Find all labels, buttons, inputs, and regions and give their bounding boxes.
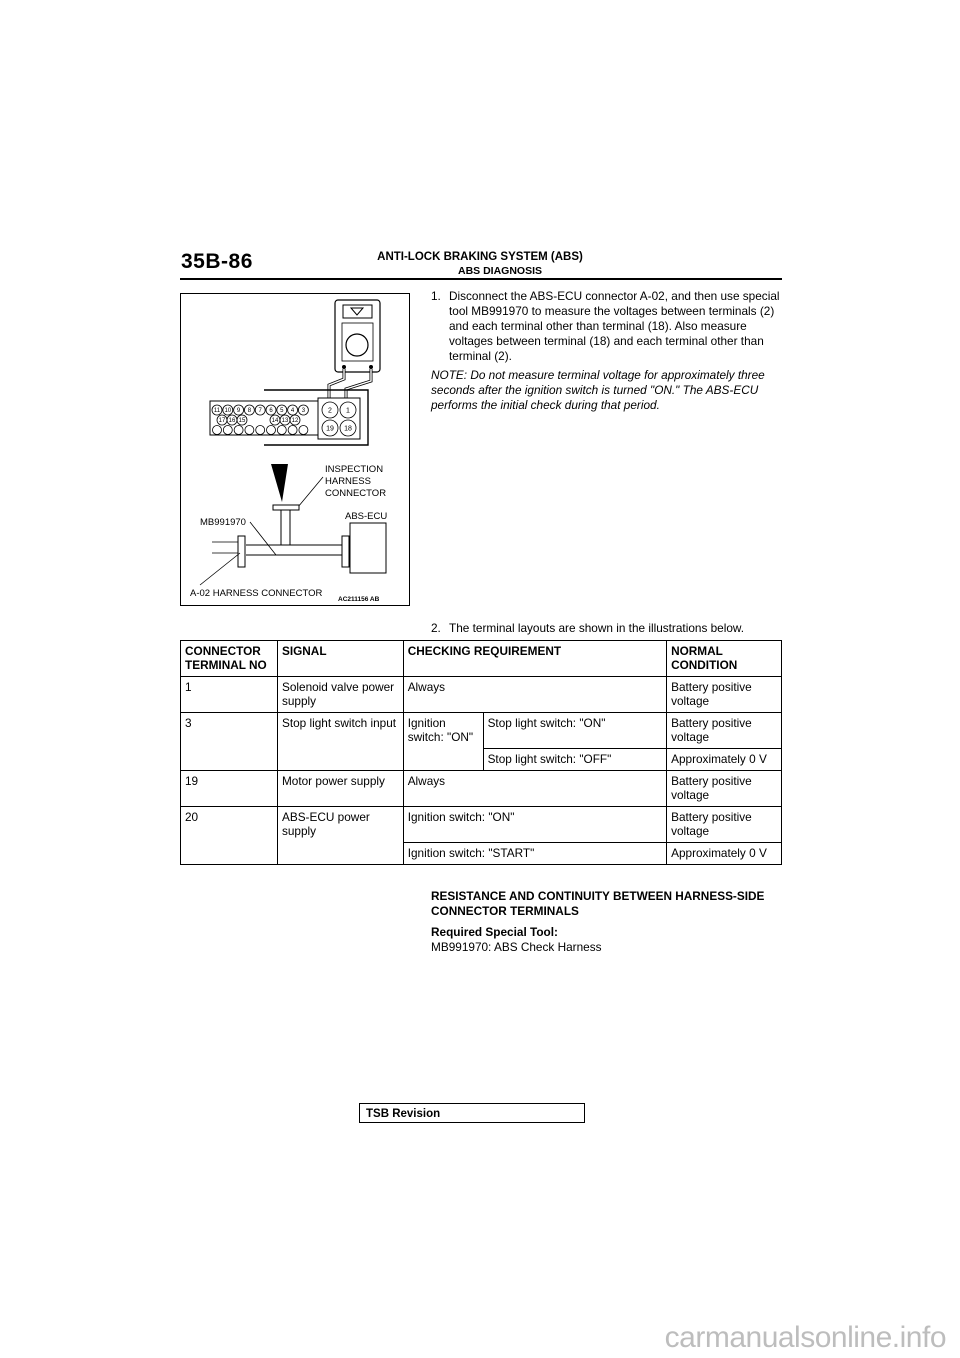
cell-signal: Stop light switch input [277,713,403,771]
step-2-text: The terminal layouts are shown in the illustrations below. [449,621,745,635]
figure-code: AC211156 AB [338,596,380,603]
step-1 [431,289,783,364]
label-harness: HARNESS [325,476,371,487]
required-tool-value: MB991970: ABS Check Harness [431,940,602,954]
cell-check: Ignition switch: "START" [403,843,666,865]
table-row [181,713,782,749]
pin-label: 12 [291,418,299,425]
cell-subcheck: Stop light switch: "OFF" [483,749,667,771]
label-tool: MB991970 [200,517,246,528]
cell-subcheck: Stop light switch: "ON" [483,713,667,749]
pin-label: 17 [218,418,226,425]
cell-terminal: 1 [181,677,278,713]
page-number: 35B-86 [181,250,253,273]
cell-signal: ABS-ECU power supply [277,807,403,865]
cell-normal: Battery positive voltage [667,677,782,713]
pin-label: 16 [228,418,236,425]
pin-label: 7 [258,408,262,415]
pin-label: 9 [236,408,241,415]
header-terminal: CONNECTOR TERMINAL NO [181,641,278,677]
pin-label: 6 [269,408,273,415]
step-2 [431,621,783,636]
pin-label: 18 [344,425,352,433]
cell-normal: Approximately 0 V [667,843,782,865]
header-signal: SIGNAL [277,641,403,677]
measurement-diagram [180,293,410,606]
cell-check: Always [403,771,666,807]
section-heading: RESISTANCE AND CONTINUITY BETWEEN HARNESS-SIDE CONNECTOR TERMINALS [431,889,765,918]
table-row [181,677,782,713]
step-1-number: 1. [431,289,441,303]
pin-label: 11 [213,408,221,415]
connector-pin [267,426,276,435]
note-text: NOTE: Do not measure terminal voltage for approximately three seconds after the ignition switch is turned "ON." The ABS-ECU performs the initial check during that period. [431,368,765,412]
cell-check: Always [403,677,666,713]
cell-terminal: 20 [181,807,278,865]
connector-pin [299,426,308,435]
connector-pin [234,426,243,435]
cell-signal: Motor power supply [277,771,403,807]
pin-label: 19 [326,425,334,433]
cell-normal: Approximately 0 V [667,749,782,771]
abs-ecu-box [350,523,386,573]
cell-terminal: 3 [181,713,278,771]
pin-label: 14 [271,418,279,425]
pin-label: 10 [224,408,232,415]
terminal-voltage-table [180,640,782,865]
cell-check: Ignition switch: "ON" [403,807,666,843]
cell-normal: Battery positive voltage [667,807,782,843]
connector-pin [288,426,297,435]
label-connector: CONNECTOR [325,488,387,499]
header-rule [180,278,782,280]
label-inspection: INSPECTION [325,464,384,475]
step-2-number: 2. [431,621,441,635]
cell-normal: Battery positive voltage [667,771,782,807]
section-subtitle: ABS DIAGNOSIS [457,265,542,277]
header-normal: NORMAL CONDITION [667,641,782,677]
cell-terminal: 19 [181,771,278,807]
pin-label: 2 [328,407,332,415]
watermark: carmanualsonline.info [664,1321,946,1354]
connector-pin [245,426,254,435]
pin-label: 5 [280,408,284,415]
procedure-steps [431,289,783,413]
connector-pin [277,426,286,435]
header-checking: CHECKING REQUIREMENT [403,641,666,677]
pin-label: 3 [301,408,306,415]
label-a02: A-02 HARNESS CONNECTOR [190,588,323,599]
table-row [181,807,782,843]
required-tool-label: Required Special Tool: [431,925,558,939]
pin-label: 1 [346,407,350,415]
label-abs-ecu: ABS-ECU [345,511,388,522]
pin-label: 15 [238,418,246,425]
pin-label: 8 [247,408,252,415]
cell-signal: Solenoid valve power supply [277,677,403,713]
voltmeter-icon [335,300,380,372]
pin-label: 4 [290,408,295,415]
section-title: ANTI-LOCK BRAKING SYSTEM (ABS) [377,251,583,263]
connector-pin [256,426,265,435]
table-header-row [181,641,782,677]
cell-normal: Battery positive voltage [667,713,782,749]
table-row [181,771,782,807]
pin-label: 13 [281,418,289,425]
cell-check: Ignition switch: "ON" [403,713,483,771]
step-1-text: Disconnect the ABS-ECU connector A-02, and then use special tool MB991970 to measure the voltages between terminals (2) and each terminal other than terminal (18). Also measure voltages between terminal (18) and each terminal other than terminal (2). [449,289,780,363]
tsb-revision-box: TSB Revision [359,1103,585,1123]
connector-pin [223,426,232,435]
connector-pin [213,426,222,435]
